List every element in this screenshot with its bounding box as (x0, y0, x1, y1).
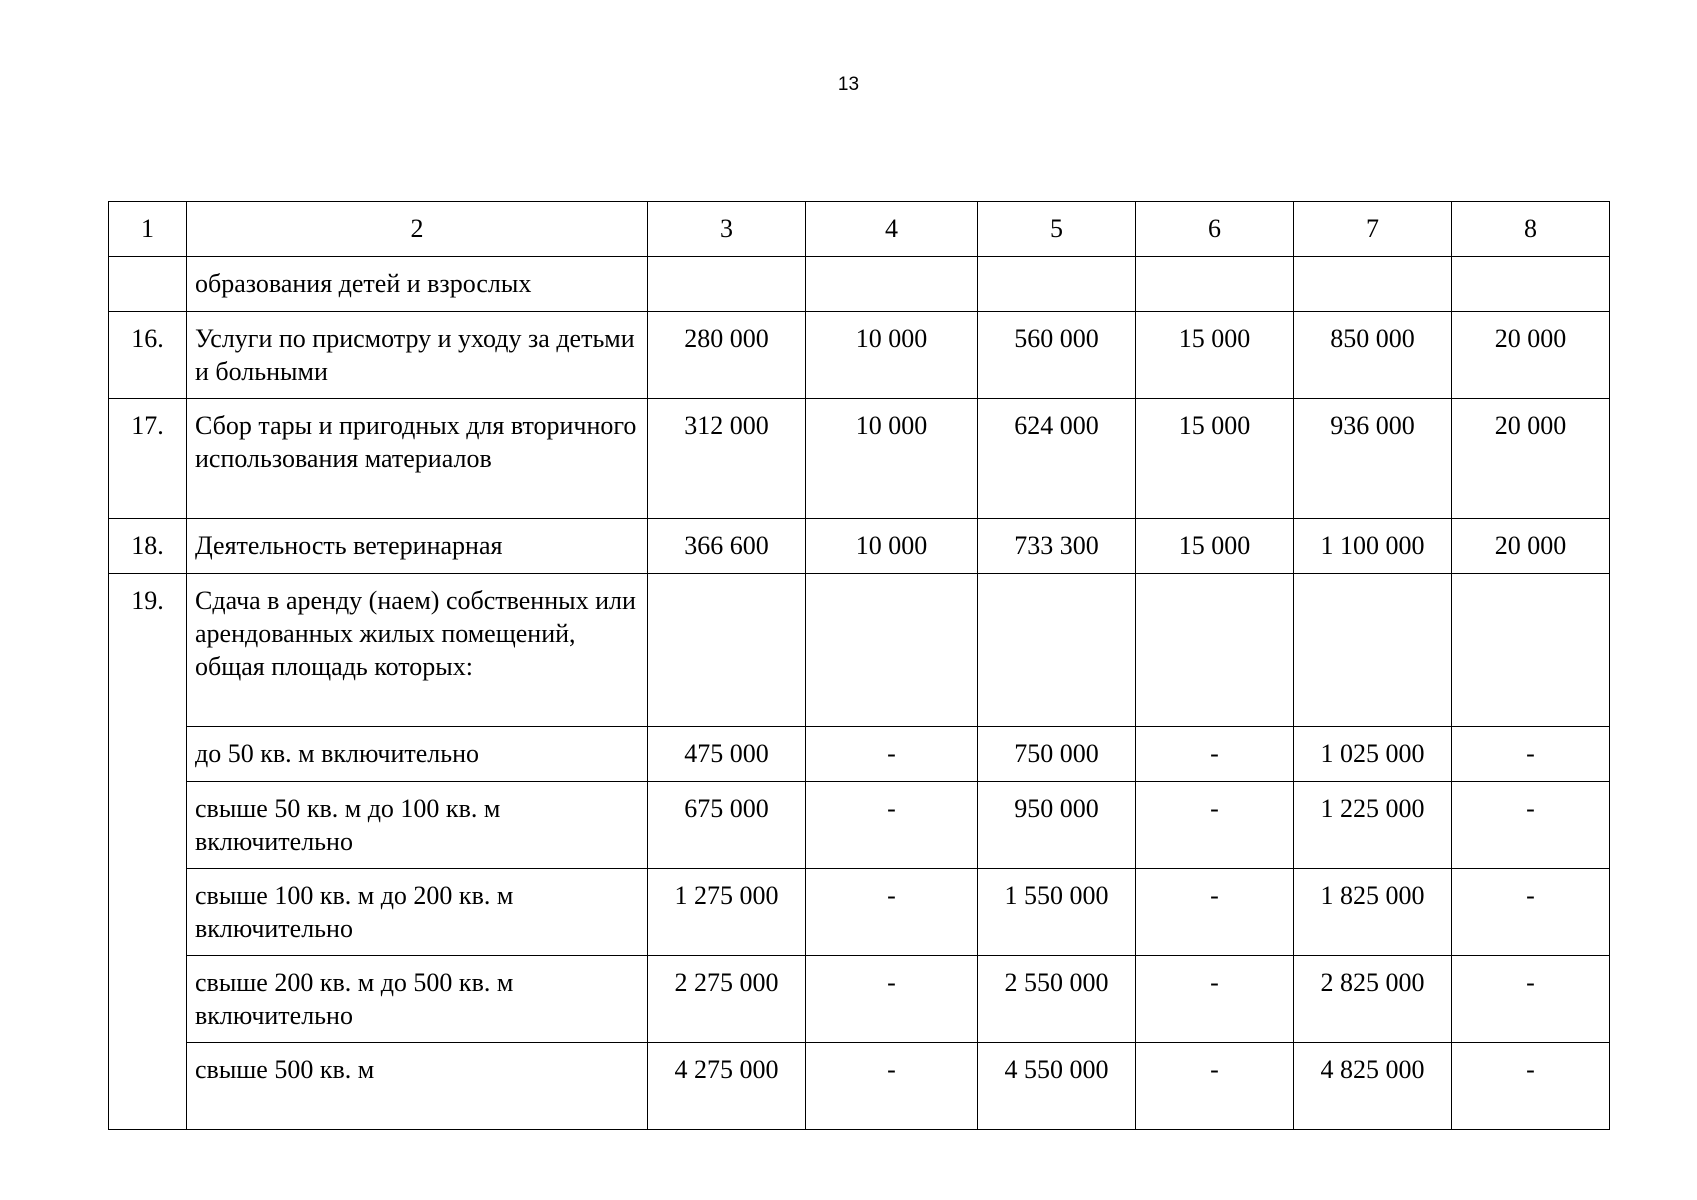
column-number-6: 6 (1136, 202, 1294, 257)
cell-value: 1 225 000 (1294, 782, 1452, 869)
cell-value: 675 000 (648, 782, 806, 869)
column-number-3: 3 (648, 202, 806, 257)
cell-value: - (1452, 1043, 1610, 1130)
cell-value: 475 000 (648, 727, 806, 782)
cell-value: 1 275 000 (648, 869, 806, 956)
cell-value (1452, 574, 1610, 727)
row-label: свыше 100 кв. м до 200 кв. м включительно (187, 869, 648, 956)
cell-value: - (1452, 782, 1610, 869)
cell-value: 10 000 (806, 399, 978, 519)
row-label: свыше 200 кв. м до 500 кв. м включительно (187, 956, 648, 1043)
row-label: Услуги по присмотру и уходу за детьми и больными (187, 312, 648, 399)
cell-value: 750 000 (978, 727, 1136, 782)
cell-value (1452, 257, 1610, 312)
row-number: 18. (109, 519, 187, 574)
cell-value: 10 000 (806, 312, 978, 399)
cell-value: 560 000 (978, 312, 1136, 399)
cell-value: - (1136, 1043, 1294, 1130)
cell-value: - (1136, 727, 1294, 782)
cell-value: - (1136, 782, 1294, 869)
table-sub-row (109, 1043, 1610, 1130)
cell-value (648, 574, 806, 727)
column-number-5: 5 (978, 202, 1136, 257)
cell-value (806, 574, 978, 727)
cell-value (648, 257, 806, 312)
cell-value: - (1136, 869, 1294, 956)
cell-value (1136, 574, 1294, 727)
cell-value: 2 550 000 (978, 956, 1136, 1043)
table-sub-row (109, 782, 1610, 869)
cell-value: - (1452, 956, 1610, 1043)
cell-value: 4 825 000 (1294, 1043, 1452, 1130)
cell-value: - (806, 869, 978, 956)
cell-value (1294, 574, 1452, 727)
table-row (109, 574, 1610, 727)
row-number: 19. (109, 574, 187, 1130)
tariff-table (108, 201, 1610, 1130)
cell-value (1136, 257, 1294, 312)
cell-value: 624 000 (978, 399, 1136, 519)
row-number: 17. (109, 399, 187, 519)
row-number: 16. (109, 312, 187, 399)
page-number: 13 (837, 74, 860, 95)
cell-value: 10 000 (806, 519, 978, 574)
cell-value (1294, 257, 1452, 312)
column-number-1: 1 (109, 202, 187, 257)
column-number-2: 2 (187, 202, 648, 257)
cell-value: 15 000 (1136, 312, 1294, 399)
row-label: Сбор тары и пригодных для вторичного использования материалов (187, 399, 648, 519)
cell-value: 1 550 000 (978, 869, 1136, 956)
cell-value: 15 000 (1136, 519, 1294, 574)
table-sub-row (109, 869, 1610, 956)
cell-value: 2 825 000 (1294, 956, 1452, 1043)
cell-value: - (806, 956, 978, 1043)
cell-value: - (806, 727, 978, 782)
row-label: до 50 кв. м включительно (187, 727, 648, 782)
cell-value: 1 825 000 (1294, 869, 1452, 956)
cell-value: - (806, 1043, 978, 1130)
row-label: Деятельность ветеринарная (187, 519, 648, 574)
cell-value: 2 275 000 (648, 956, 806, 1043)
cell-value (806, 257, 978, 312)
cell-value: 1 025 000 (1294, 727, 1452, 782)
cell-value: 366 600 (648, 519, 806, 574)
row-label: свыше 500 кв. м (187, 1043, 648, 1130)
cell-value: - (1136, 956, 1294, 1043)
cell-value (978, 574, 1136, 727)
cell-value: 936 000 (1294, 399, 1452, 519)
cell-value: - (806, 782, 978, 869)
column-number-row (109, 202, 1610, 257)
row-label: Сдача в аренду (наем) собственных или арендованных жилых помещений, общая площадь которых: (187, 574, 648, 727)
table-row (109, 257, 1610, 312)
column-number-8: 8 (1452, 202, 1610, 257)
cell-value: 4 275 000 (648, 1043, 806, 1130)
row-number (109, 257, 187, 312)
cell-value: 280 000 (648, 312, 806, 399)
cell-value: 312 000 (648, 399, 806, 519)
table-sub-row (109, 956, 1610, 1043)
column-number-7: 7 (1294, 202, 1452, 257)
cell-value: 20 000 (1452, 519, 1610, 574)
cell-value: 15 000 (1136, 399, 1294, 519)
table-row (109, 519, 1610, 574)
column-number-4: 4 (806, 202, 978, 257)
cell-value: 20 000 (1452, 399, 1610, 519)
table-sub-row (109, 727, 1610, 782)
row-label: образования детей и взрослых (187, 257, 648, 312)
cell-value: 1 100 000 (1294, 519, 1452, 574)
cell-value: - (1452, 727, 1610, 782)
table-row (109, 399, 1610, 519)
cell-value: - (1452, 869, 1610, 956)
cell-value: 850 000 (1294, 312, 1452, 399)
cell-value: 733 300 (978, 519, 1136, 574)
row-label: свыше 50 кв. м до 100 кв. м включительно (187, 782, 648, 869)
cell-value: 20 000 (1452, 312, 1610, 399)
cell-value (978, 257, 1136, 312)
cell-value: 4 550 000 (978, 1043, 1136, 1130)
cell-value: 950 000 (978, 782, 1136, 869)
table-row (109, 312, 1610, 399)
